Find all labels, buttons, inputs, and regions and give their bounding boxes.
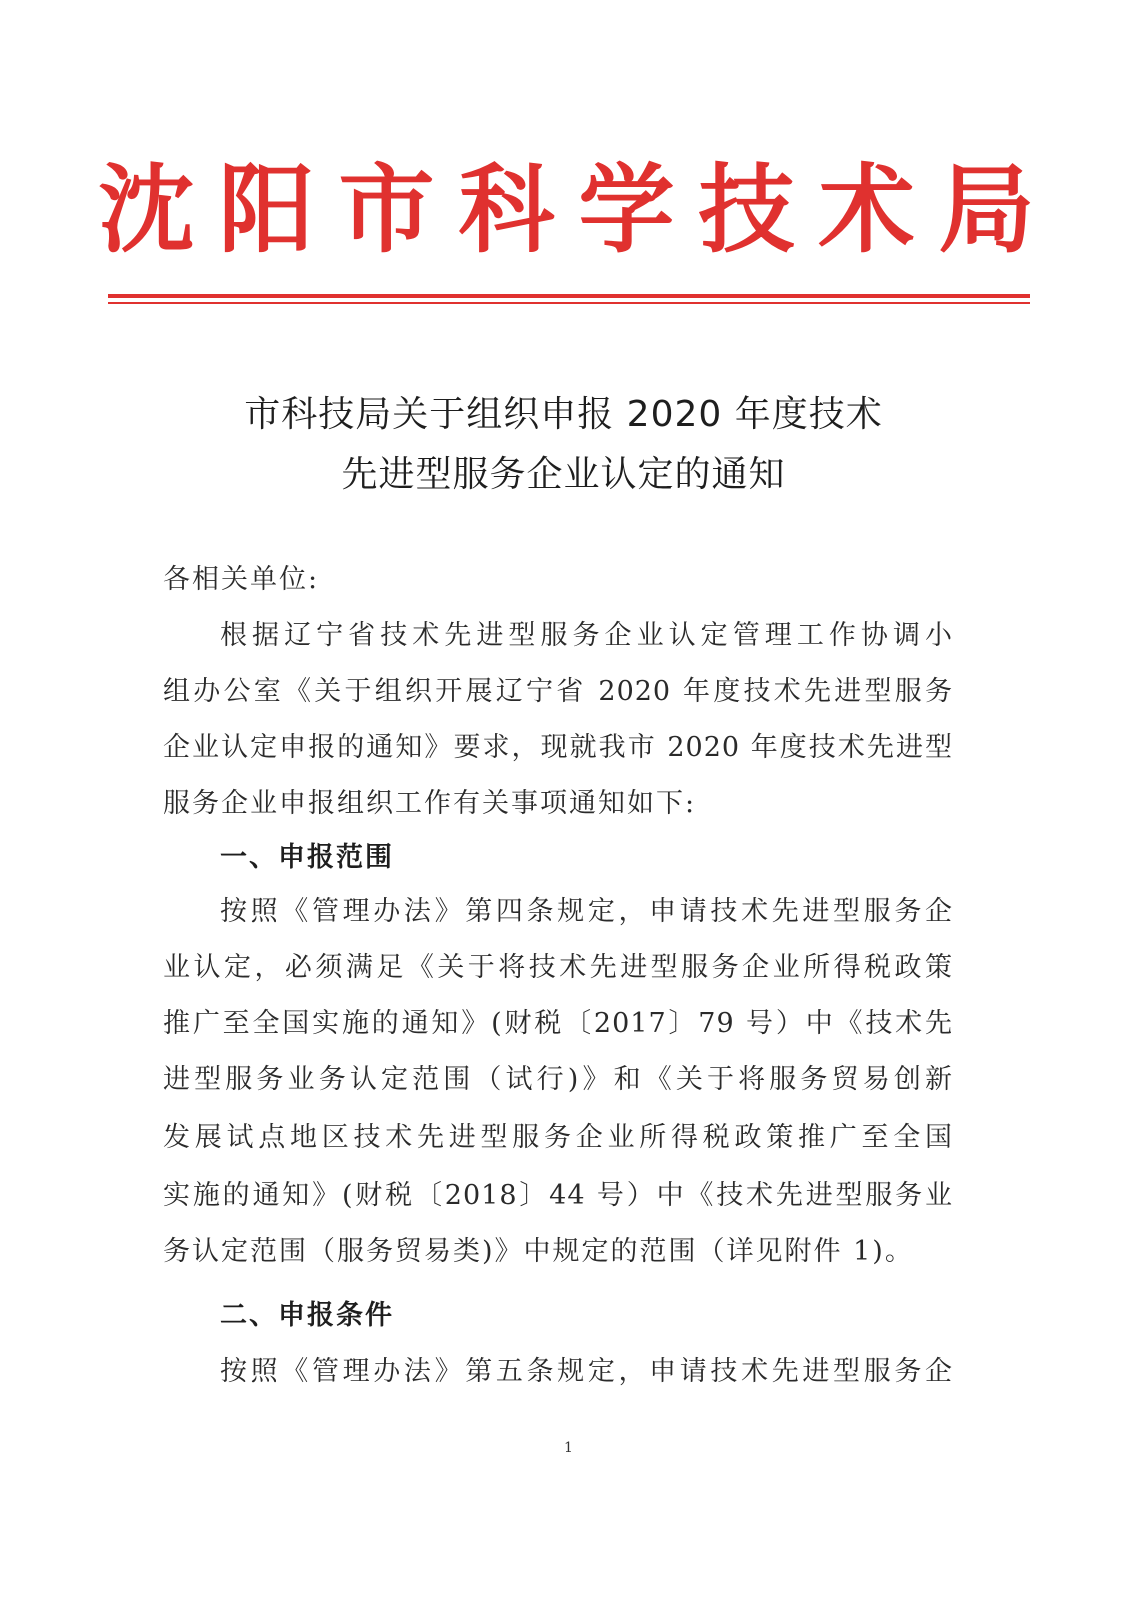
salutation: 各相关单位: bbox=[163, 564, 320, 595]
masthead-rule-thick bbox=[108, 294, 1030, 298]
section-1-line-6: 实施的通知》(财税〔2018〕44 号）中《技术先进型服务业 bbox=[163, 1180, 953, 1211]
agency-masthead: 沈阳市科学技术局 bbox=[98, 153, 1059, 266]
intro-line-3: 企业认定申报的通知》要求，现就我市 2020 年度技术先进型 bbox=[163, 732, 953, 763]
document-title-line-2: 先进型服务企业认定的通知 bbox=[341, 454, 786, 495]
section-1-heading: 一、申报范围 bbox=[220, 842, 394, 873]
masthead-rule-thin bbox=[108, 302, 1030, 304]
section-1-line-2: 业认定，必须满足《关于将技术先进型服务企业所得税政策 bbox=[163, 952, 953, 983]
section-2-line-1: 按照《管理办法》第五条规定，申请技术先进型服务企 bbox=[220, 1356, 953, 1387]
section-1-line-7: 务认定范围（服务贸易类)》中规定的范围（详见附件 1)。 bbox=[163, 1236, 914, 1267]
section-1-line-5: 发展试点地区技术先进型服务企业所得税政策推广至全国 bbox=[163, 1122, 953, 1153]
section-1-line-4: 进型服务业务认定范围（试行)》和《关于将服务贸易创新 bbox=[163, 1064, 953, 1095]
section-1-line-3: 推广至全国实施的通知》(财税〔2017〕79 号）中《技术先 bbox=[163, 1008, 953, 1039]
intro-line-1: 根据辽宁省技术先进型服务企业认定管理工作协调小 bbox=[220, 620, 953, 651]
section-1-line-1: 按照《管理办法》第四条规定，申请技术先进型服务企 bbox=[220, 896, 953, 927]
document-title-line-1: 市科技局关于组织申报 2020 年度技术 bbox=[244, 394, 883, 435]
intro-line-2: 组办公室《关于组织开展辽宁省 2020 年度技术先进型服务 bbox=[163, 676, 953, 707]
page-number: 1 bbox=[564, 1440, 573, 1456]
intro-line-4: 服务企业申报组织工作有关事项通知如下: bbox=[163, 788, 697, 819]
section-2-heading: 二、申报条件 bbox=[220, 1300, 394, 1331]
